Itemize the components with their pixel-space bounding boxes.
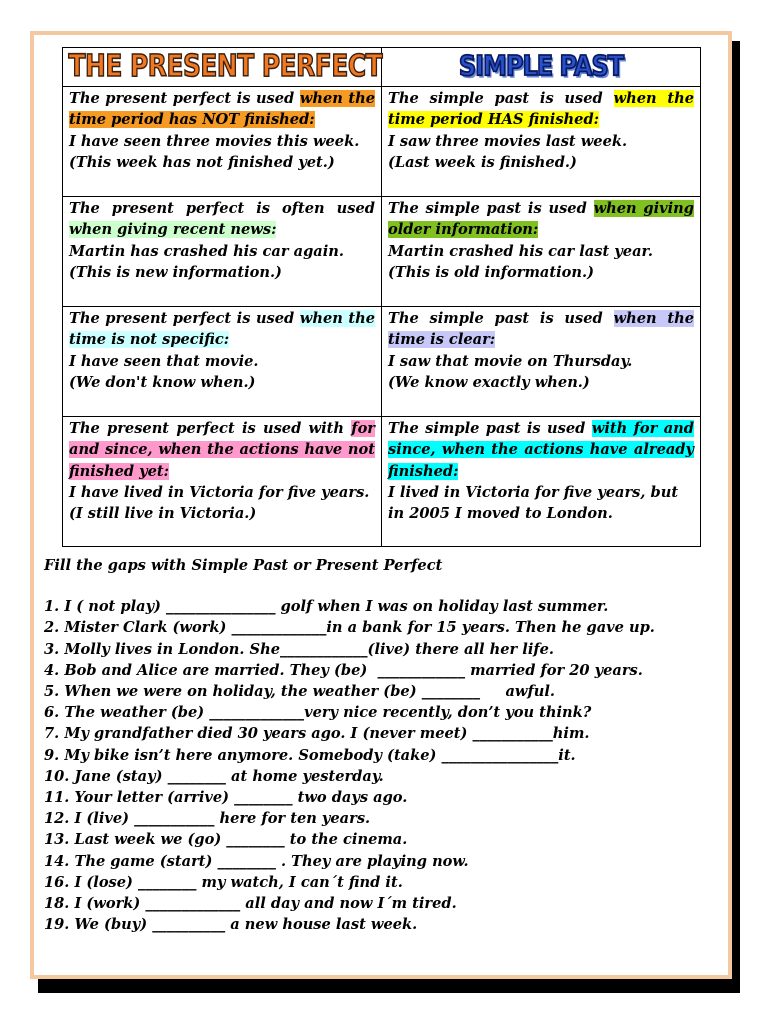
rule-example: I have seen that movie. [69,352,259,370]
rule-intro: The simple past is used [388,310,614,327]
exercise-question: 10. Jane (stay) ________ at home yesterday. [44,767,384,785]
rule-example: I saw three movies last week. [388,132,628,150]
simple-past-title: SIMPLE PAST [458,50,624,83]
rule-highlight: with for and since, when the actions have already finished: [388,420,695,480]
exercise-question: 9. My bike isn’t here anymore. Somebody (take) ________________it. [44,746,576,764]
simple-past-rule-1 [382,87,701,197]
rule-example: I lived in Victoria for five years, but in 2005 I moved to London. [388,483,679,523]
exercise-question: 4. Bob and Alice are married. They (be) ____________ married for 20 years. [44,661,643,679]
exercise-question: 16. I (lose) ________ my watch, I can´t find it. [44,873,403,891]
rule-statement [388,418,694,482]
rule-statement [388,88,694,131]
exercise-question: 1. I ( not play) _______________ golf when I was on holiday last summer. [44,598,609,616]
exercise-question: 14. The game (start) ________ . They are playing now. [44,852,469,870]
exercise-section [44,555,714,935]
rule-intro: The present perfect is used with [69,420,352,437]
rule-statement [69,308,375,351]
exercise-question: 11. Your letter (arrive) ________ two days ago. [44,789,408,807]
rule-example: Martin has crashed his car again. [69,242,344,260]
present-perfect-rule-3 [63,307,382,417]
rule-example: I saw that movie on Thursday. [388,352,633,370]
rule-highlight: when giving recent news: [69,221,277,239]
rule-intro: The present perfect is used [69,90,300,107]
rule-example: I have seen three movies this week. [69,132,360,150]
present-perfect-rule-4 [63,417,382,547]
rule-highlight: when the time is clear: [388,310,694,349]
rule-intro: The simple past is used [388,420,592,437]
rule-intro: The simple past is used [388,90,614,107]
rule-example: Martin crashed his car last year. [388,242,653,260]
rule-note: (This is old information.) [388,263,594,281]
exercise-instruction: Fill the gaps with Simple Past or Present Perfect [44,557,443,574]
rule-highlight: when the time period HAS finished: [388,90,694,129]
simple-past-rule-4 [382,417,701,547]
present-perfect-rule-1 [63,87,382,197]
rule-highlight: for and since, when the actions have not finished yet: [69,420,375,480]
exercise-question: 13. Last week we (go) ________ to the cinema. [44,831,408,849]
simple-past-header-cell [382,48,701,87]
rule-note: (This week has not finished yet.) [69,153,335,171]
grammar-comparison-table [62,47,701,547]
exercise-question: 7. My grandfather died 30 years ago. I (never meet) ___________him. [44,725,590,743]
rule-note: (We know exactly when.) [388,373,590,391]
exercise-question: 6. The weather (be) _____________very nice recently, don’t you think? [44,704,592,722]
exercise-question: 19. We (buy) __________ a new house last week. [44,916,418,934]
exercise-question: 5. When we were on holiday, the weather (be) ________ awful. [44,683,556,701]
present-perfect-title: THE PRESENT PERFECT [68,49,383,85]
rule-statement [69,88,375,131]
rule-highlight: when the time is not specific: [69,310,375,349]
worksheet-page [30,31,732,979]
rule-highlight: when giving older information: [388,200,694,239]
rule-highlight: when the time period has NOT finished: [69,90,375,129]
rule-note: (This is new information.) [69,263,282,281]
rule-note: (Last week is finished.) [388,153,577,171]
rule-statement [388,308,694,351]
exercise-question: 3. Molly lives in London. She____________(live) there all her life. [44,640,555,658]
rule-note: (I still live in Victoria.) [69,505,257,523]
simple-past-rule-3 [382,307,701,417]
rule-intro: The simple past is used [388,200,594,217]
exercise-question: 2. Mister Clark (work) _____________in a bank for 15 years. Then he gave up. [44,619,655,637]
rule-statement [69,198,375,241]
rule-intro: The present perfect is used [69,310,300,327]
rule-example: I have lived in Victoria for five years. [69,483,370,501]
rule-statement [388,198,694,241]
present-perfect-rule-2 [63,197,382,307]
rule-note: (We don't know when.) [69,373,256,391]
exercise-question: 12. I (live) ___________ here for ten years. [44,810,371,828]
exercise-question: 18. I (work) _____________ all day and now I´m tired. [44,895,457,913]
simple-past-rule-2 [382,197,701,307]
rule-intro: The present perfect is often used [69,200,375,217]
rule-statement [69,418,375,482]
present-perfect-header-cell [63,48,382,87]
